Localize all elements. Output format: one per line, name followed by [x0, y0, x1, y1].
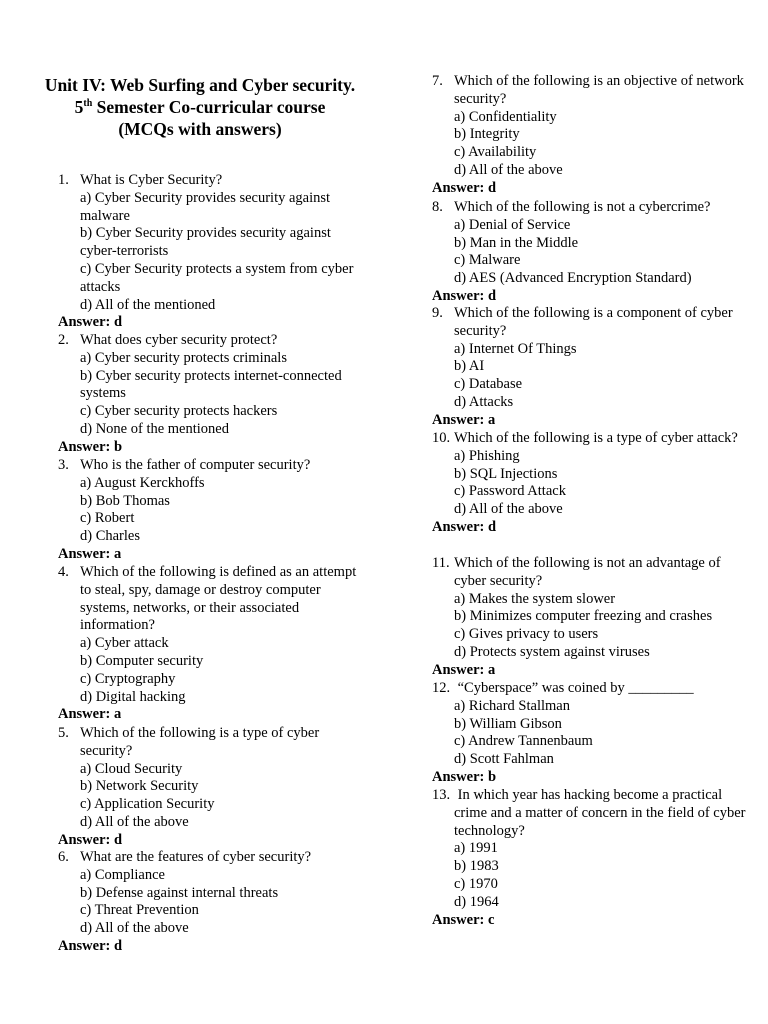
- answer-option: c) Threat Prevention: [80, 902, 199, 919]
- answer-value: a: [113, 545, 122, 562]
- answer-value: d: [487, 287, 497, 304]
- question-6: [58, 849, 368, 956]
- answer-key: [432, 288, 750, 306]
- title-line-3: (MCQs with answers): [118, 119, 282, 139]
- question-number: 3.: [58, 457, 69, 473]
- answer-label: Answer:: [432, 287, 485, 304]
- answer-option: c) Cyber Security protects a system from cyber attacks: [80, 260, 354, 295]
- question-10: [432, 430, 750, 537]
- answer-key: [58, 832, 368, 850]
- question-text: What are the features of cyber security?: [80, 849, 312, 865]
- answer-option: a) Cloud Security: [80, 760, 183, 777]
- answer-option: c) Database: [454, 376, 523, 393]
- answer-label: Answer:: [432, 768, 485, 785]
- answer-value: d: [487, 518, 497, 535]
- answer-option: a) Confidentiality: [454, 108, 557, 125]
- question-stem: [432, 555, 750, 591]
- answer-option: a) 1991: [454, 840, 498, 857]
- answer-option: b) Man in the Middle: [454, 234, 579, 251]
- answer-key: [432, 769, 750, 787]
- question-stem: [432, 305, 750, 341]
- question-12: [432, 680, 750, 787]
- answer-option: b) Cyber Security provides security against cyber-terrorists: [80, 225, 331, 260]
- question-text: Which of the following is defined as an attempt to steal, spy, damage or destroy computer systems, networks, or their associated information?: [80, 564, 360, 634]
- question-stem: [58, 457, 368, 475]
- answer-value: a: [113, 706, 122, 723]
- question-text: Which of the following is a type of cyber security?: [80, 725, 323, 759]
- answer-label: Answer:: [58, 706, 111, 723]
- title-line-1: Unit IV: Web Surfing and Cyber security.: [44, 75, 356, 95]
- answer-option: c) Availability: [454, 144, 537, 161]
- question-stem: [58, 849, 368, 867]
- answer-label: Answer:: [58, 937, 111, 954]
- answer-option: b) Defense against internal threats: [80, 884, 279, 901]
- question-number: 13.: [432, 787, 451, 803]
- question-13: [432, 787, 750, 929]
- answer-option: a) August Kerckhoffs: [80, 474, 205, 491]
- question-number: 4.: [58, 564, 69, 580]
- answer-label: Answer:: [432, 661, 485, 678]
- answer-value: a: [487, 661, 496, 678]
- question-1: [58, 172, 368, 332]
- answer-option: c) Application Security: [80, 796, 215, 813]
- answer-option: c) 1970: [454, 875, 498, 892]
- question-number: 6.: [58, 849, 69, 865]
- answer-label: Answer:: [432, 179, 485, 196]
- answer-option: d) Scott Fahlman: [454, 751, 554, 768]
- answer-option: d) All of the above: [454, 161, 563, 178]
- answer-option: c) Gives privacy to users: [454, 626, 599, 643]
- question-number: 12.: [432, 680, 451, 696]
- question-stem: [58, 725, 368, 761]
- question-stem: [432, 787, 750, 840]
- answer-option: a) Compliance: [80, 866, 165, 883]
- question-2: [58, 332, 368, 457]
- question-text: Which of the following is a type of cyber attack?: [454, 430, 738, 446]
- answer-option: d) Digital hacking: [80, 688, 186, 705]
- question-text: Which of the following is not a cybercrime?: [454, 199, 711, 215]
- question-number: 10.: [432, 430, 451, 446]
- answer-option: b) Network Security: [80, 778, 199, 795]
- answer-key: [58, 938, 368, 956]
- answer-label: Answer:: [432, 911, 485, 928]
- answer-option: b) 1983: [454, 858, 499, 875]
- question-text: Who is the father of computer security?: [80, 457, 311, 473]
- answer-option: a) Internet Of Things: [454, 340, 577, 357]
- question-number: 1.: [58, 172, 69, 188]
- answer-option: d) None of the mentioned: [80, 420, 229, 437]
- answer-option: d) AES (Advanced Encryption Standard): [454, 270, 692, 287]
- answer-label: Answer:: [58, 314, 111, 331]
- answer-value: d: [487, 179, 497, 196]
- answer-value: c: [487, 911, 495, 928]
- question-5: [58, 725, 368, 850]
- answer-option: d) All of the above: [80, 813, 189, 830]
- question-stem: [58, 172, 368, 190]
- answer-option: d) Attacks: [454, 393, 514, 410]
- answer-option: d) All of the mentioned: [80, 296, 216, 313]
- answer-option: b) Cyber security protects internet-connected systems: [80, 367, 342, 402]
- answer-option: c) Cyber security protects hackers: [80, 403, 278, 420]
- question-4: [58, 564, 368, 724]
- answer-option: a) Cyber attack: [80, 635, 169, 652]
- answer-option: b) Minimizes computer freezing and crashes: [454, 608, 713, 625]
- answer-value: d: [113, 937, 123, 954]
- question-8: [432, 199, 750, 306]
- answer-option: b) SQL Injections: [454, 465, 558, 482]
- answer-key: [58, 314, 368, 332]
- answer-option: c) Andrew Tannenbaum: [454, 733, 593, 750]
- answer-option: c) Cryptography: [80, 670, 176, 687]
- answer-key: [58, 439, 368, 457]
- question-stem: [432, 199, 750, 217]
- answer-label: Answer:: [432, 411, 485, 428]
- answer-option: d) Charles: [80, 528, 140, 545]
- answer-label: Answer:: [58, 438, 111, 455]
- answer-option: a) Makes the system slower: [454, 590, 616, 607]
- title-line-2: 5th Semester Co-curricular course: [74, 97, 326, 117]
- answer-label: Answer:: [432, 518, 485, 535]
- answer-option: b) William Gibson: [454, 715, 562, 732]
- answer-value: a: [487, 411, 496, 428]
- answer-option: c) Malware: [454, 252, 521, 269]
- question-3: [58, 457, 368, 564]
- question-stem: [432, 680, 750, 698]
- answer-label: Answer:: [58, 831, 111, 848]
- answer-key: [432, 412, 750, 430]
- answer-option: a) Cyber security protects criminals: [80, 349, 287, 366]
- question-text: Which of the following is not an advantage of cyber security?: [454, 555, 725, 589]
- answer-option: c) Robert: [80, 510, 135, 527]
- question-number: 5.: [58, 725, 69, 741]
- answer-option: d) All of the above: [80, 920, 189, 937]
- question-11: [432, 555, 750, 680]
- question-stem: [432, 73, 750, 109]
- answer-key: [58, 546, 368, 564]
- question-text: What is Cyber Security?: [80, 172, 223, 188]
- answer-label: Answer:: [58, 545, 111, 562]
- answer-key: [432, 662, 750, 680]
- answer-key: [432, 912, 750, 930]
- answer-key: [432, 519, 750, 537]
- answer-value: d: [113, 831, 123, 848]
- answer-value: d: [113, 314, 123, 331]
- question-9: [432, 305, 750, 430]
- answer-option: b) Bob Thomas: [80, 492, 170, 509]
- answer-option: c) Password Attack: [454, 483, 566, 500]
- question-stem: [58, 564, 368, 635]
- question-number: 2.: [58, 332, 69, 348]
- question-stem: [58, 332, 368, 350]
- answer-key: [58, 706, 368, 724]
- question-text: Which of the following is a component of cyber security?: [454, 305, 737, 339]
- question-text: “Cyberspace” was coined by _________: [454, 680, 694, 696]
- question-text: In which year has hacking become a practical crime and a matter of concern in the field of cyber technology?: [454, 787, 750, 839]
- question-number: 8.: [432, 199, 443, 215]
- answer-value: b: [487, 768, 497, 785]
- answer-value: b: [113, 438, 123, 455]
- answer-option: d) All of the above: [454, 501, 563, 518]
- answer-option: d) Protects system against viruses: [454, 643, 650, 660]
- answer-option: b) AI: [454, 358, 485, 375]
- answer-option: a) Denial of Service: [454, 216, 571, 233]
- question-text: What does cyber security protect?: [80, 332, 278, 348]
- document-title: [28, 74, 372, 140]
- answer-option: a) Richard Stallman: [454, 697, 570, 714]
- question-7: [432, 73, 750, 198]
- answer-option: b) Integrity: [454, 126, 520, 143]
- question-number: 11.: [432, 555, 450, 571]
- question-number: 9.: [432, 305, 443, 321]
- question-number: 7.: [432, 73, 443, 89]
- question-stem: [432, 430, 750, 448]
- answer-key: [432, 180, 750, 198]
- question-text: Which of the following is an objective of network security?: [454, 73, 748, 107]
- answer-option: d) 1964: [454, 893, 499, 910]
- answer-option: a) Phishing: [454, 447, 520, 464]
- answer-option: b) Computer security: [80, 652, 204, 669]
- answer-option: a) Cyber Security provides security against malware: [80, 189, 331, 224]
